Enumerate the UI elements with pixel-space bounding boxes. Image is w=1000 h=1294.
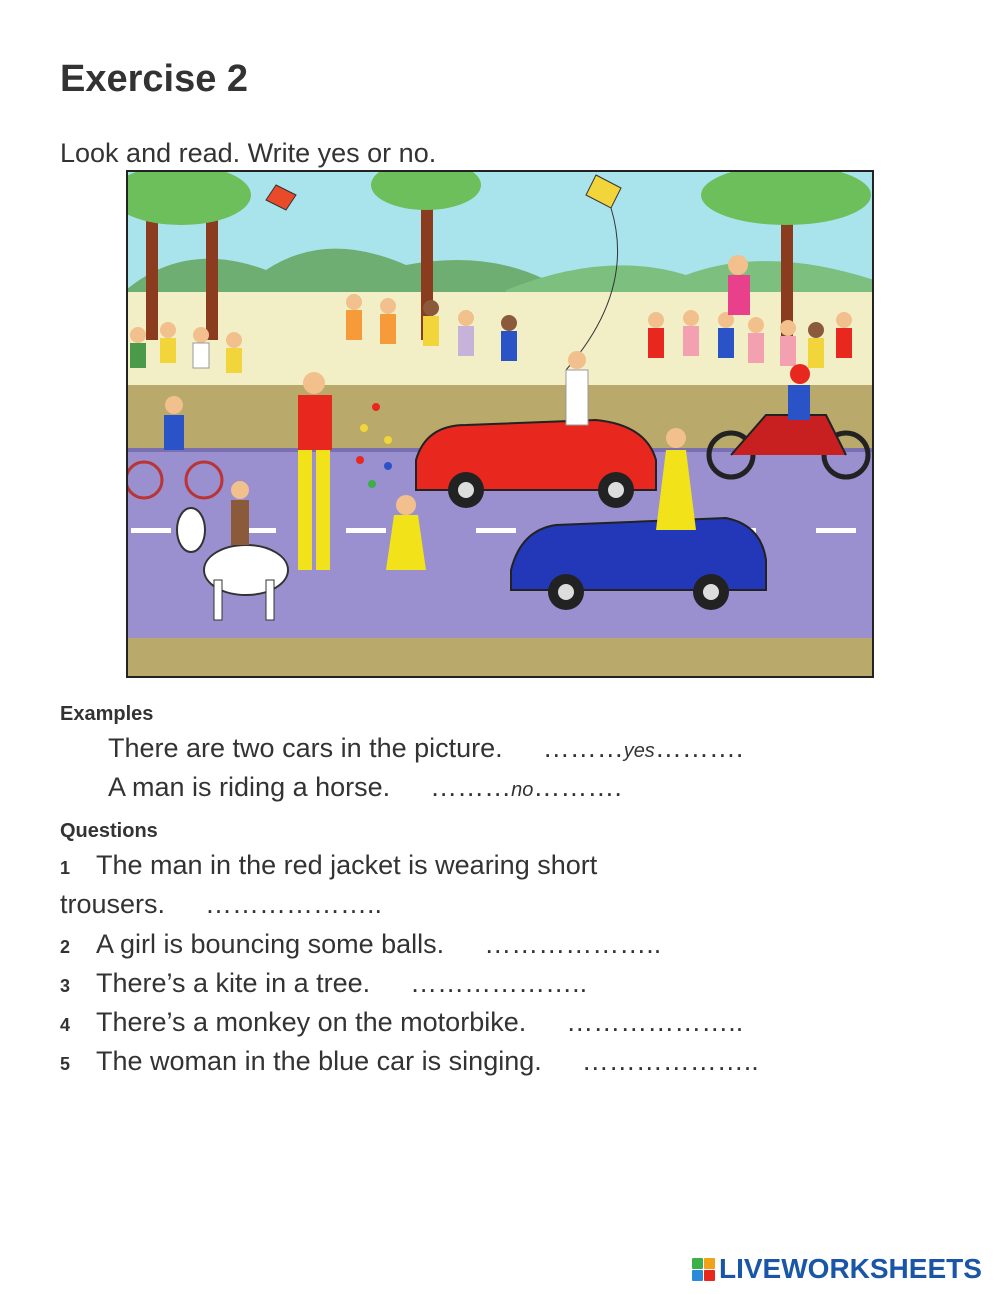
example-line [108, 733, 743, 764]
answer-blank[interactable]: ……………….. [205, 889, 383, 919]
question-sentence: There’s a monkey on the motorbike. [96, 1007, 527, 1037]
question-sentence: The man in the red jacket is wearing short [96, 850, 598, 880]
example-dots-before: ……… [542, 733, 624, 763]
example-answer: no [511, 779, 534, 801]
answer-blank[interactable]: ……………….. [484, 929, 662, 959]
question-sentence: There’s a kite in a tree. [96, 968, 371, 998]
example-dots-before: ……… [430, 772, 512, 802]
question-number: 4 [60, 1015, 71, 1035]
question-sentence: A girl is bouncing some balls. [96, 929, 445, 959]
example-sentence: A man is riding a horse. [108, 772, 391, 802]
page-title: Exercise 2 [60, 58, 249, 100]
logo-blocks-icon [692, 1258, 715, 1281]
question-item [60, 850, 597, 881]
answer-blank[interactable]: ……………….. [581, 1046, 759, 1076]
question-number: 3 [60, 976, 71, 996]
example-answer: yes [623, 740, 655, 762]
example-dots-after: ………. [533, 772, 622, 802]
street-parade-illustration [126, 170, 874, 678]
question-sentence: The woman in the blue car is singing. [96, 1046, 542, 1076]
question-item [60, 1007, 743, 1038]
question-number: 1 [60, 858, 71, 878]
question-item [60, 968, 587, 999]
logo-text: LIVEWORKSHEETS [719, 1253, 982, 1284]
questions-label: Questions [60, 820, 158, 842]
question-item [60, 929, 661, 960]
question-number: 2 [60, 937, 71, 957]
question-item [60, 1046, 759, 1077]
question-continuation: trousers. [60, 889, 166, 919]
answer-blank[interactable]: ……………….. [566, 1007, 744, 1037]
question-number: 5 [60, 1054, 71, 1074]
example-dots-after: ………. [654, 733, 744, 763]
answer-blank[interactable]: ……………….. [410, 968, 588, 998]
examples-label: Examples [60, 703, 154, 725]
liveworksheets-logo[interactable] [692, 1254, 982, 1284]
example-sentence: There are two cars in the picture. [108, 733, 503, 763]
question-item-continuation [60, 889, 382, 920]
example-line [108, 772, 622, 803]
instruction-text: Look and read. Write yes or no. [60, 138, 437, 168]
